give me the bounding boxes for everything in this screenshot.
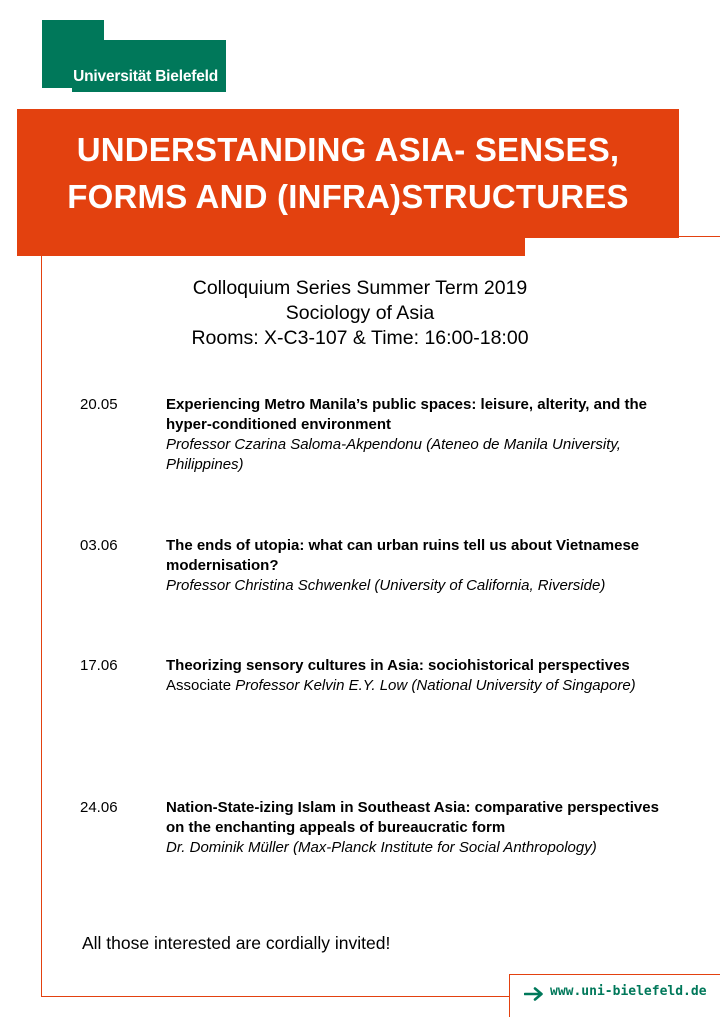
event-speaker-line xyxy=(166,576,676,596)
event-date: 17.06 xyxy=(80,657,118,674)
event-date: 20.05 xyxy=(80,396,118,413)
frame-line-top xyxy=(679,236,720,237)
title-line-1: UNDERSTANDING ASIA- SENSES, xyxy=(76,131,620,168)
event-speaker-line xyxy=(166,435,676,475)
event-details xyxy=(166,395,676,475)
event-title: Theorizing sensory cultures in Asia: sociohistorical perspectives xyxy=(166,657,630,674)
frame-line-left xyxy=(41,256,42,997)
logo-text: Universität Bielefeld xyxy=(73,68,218,85)
series-header xyxy=(0,276,720,351)
frame-line-bottom xyxy=(41,996,510,997)
page-title xyxy=(17,126,679,220)
event-speaker: Professor Czarina Saloma-Akpendonu (Ateneo de Manila University, Philippines) xyxy=(166,436,621,473)
event-details xyxy=(166,798,676,858)
title-banner xyxy=(17,109,679,238)
event-date: 03.06 xyxy=(80,537,118,554)
event-title: The ends of utopia: what can urban ruins tell us about Vietnamese modernisation? xyxy=(166,537,640,574)
event-details xyxy=(166,656,676,696)
website-link[interactable]: www.uni-bielefeld.de xyxy=(550,984,707,999)
event-date: 24.06 xyxy=(80,799,118,816)
event-title: Experiencing Metro Manila’s public spaces: leisure, alterity, and the hyper-conditioned environment xyxy=(166,396,647,433)
event-speaker: Professor Christina Schwenkel (University of California, Riverside) xyxy=(166,577,606,594)
event-title: Nation-State-izing Islam in Southeast Asia: comparative perspectives on the enchanting appeals of bureaucratic form xyxy=(166,799,659,836)
invitation-text: All those interested are cordially invited! xyxy=(82,933,391,953)
title-line-2: FORMS AND (INFRA)STRUCTURES xyxy=(67,178,629,215)
speaker-prefix: Associate xyxy=(166,677,236,694)
series-room-time: Rooms: X-C3-107 & Time: 16:00-18:00 xyxy=(191,327,529,349)
series-name: Colloquium Series Summer Term 2019 xyxy=(192,277,528,299)
series-subject: Sociology of Asia xyxy=(285,302,435,324)
event-speaker: Dr. Dominik Müller (Max-Planck Institute for Social Anthropology) xyxy=(166,839,597,856)
event-speaker-line xyxy=(166,838,676,858)
event-details xyxy=(166,536,676,596)
footer-link-box[interactable] xyxy=(509,974,720,1017)
arrow-right-icon xyxy=(524,987,544,1001)
event-speaker-line xyxy=(166,676,676,696)
university-logo xyxy=(72,40,226,92)
banner-strip xyxy=(17,238,525,256)
event-speaker: Professor Kelvin E.Y. Low (National University of Singapore) xyxy=(235,677,636,694)
